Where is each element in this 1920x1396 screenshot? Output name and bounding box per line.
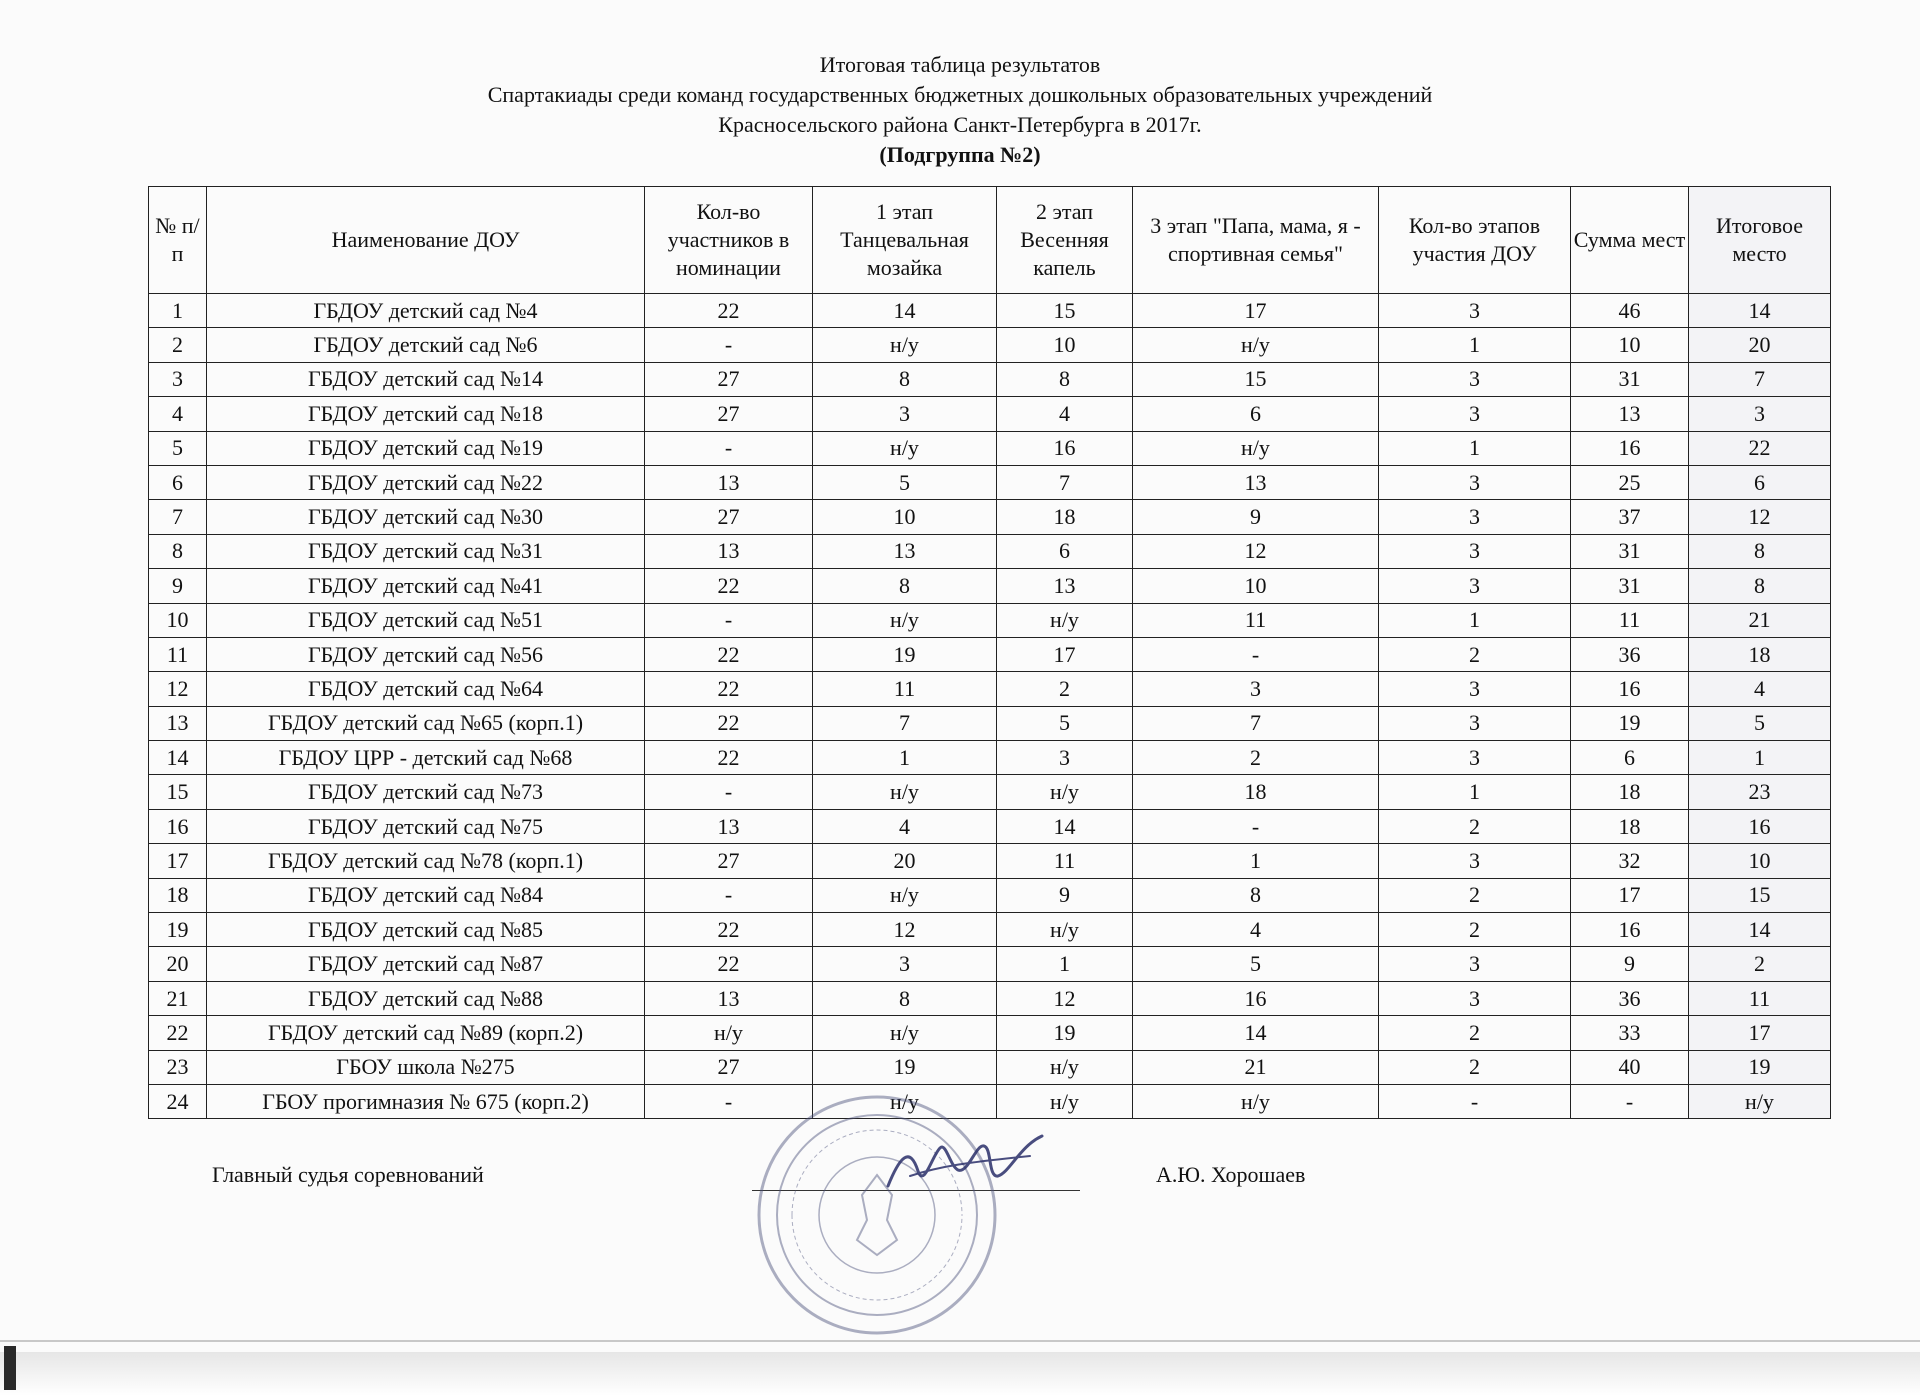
table-cell: 16 (149, 809, 207, 843)
table-cell: 12 (813, 913, 997, 947)
table-cell: 3 (1379, 844, 1571, 878)
table-cell: 3 (1379, 294, 1571, 328)
table-cell: 4 (997, 397, 1133, 431)
table-cell: ГБОУ школа №275 (207, 1050, 645, 1084)
table-cell: 13 (645, 809, 813, 843)
table-cell: 12 (149, 672, 207, 706)
table-cell: 18 (149, 878, 207, 912)
table-cell: ГБДОУ детский сад №6 (207, 328, 645, 362)
table-cell: н/у (813, 603, 997, 637)
table-cell: ГБДОУ детский сад №87 (207, 947, 645, 981)
table-cell: 19 (149, 913, 207, 947)
table-cell: - (1379, 1084, 1571, 1118)
table-cell: 6 (1133, 397, 1379, 431)
table-cell: ГБДОУ детский сад №85 (207, 913, 645, 947)
table-cell: 17 (1571, 878, 1689, 912)
table-cell: 3 (1379, 981, 1571, 1015)
scan-mark (4, 1346, 16, 1390)
table-row (149, 362, 1831, 396)
column-header: 2 этап Весенняя капель (997, 187, 1133, 294)
table-cell: 22 (645, 672, 813, 706)
table-cell: 22 (645, 947, 813, 981)
table-cell: 16 (1133, 981, 1379, 1015)
table-cell: 3 (813, 397, 997, 431)
table-cell: 19 (1571, 706, 1689, 740)
table-cell: ГБДОУ детский сад №56 (207, 637, 645, 671)
table-cell: - (1133, 637, 1379, 671)
table-cell: 15 (149, 775, 207, 809)
table-cell: 12 (997, 981, 1133, 1015)
table-cell: 5 (1689, 706, 1831, 740)
column-header: Итоговое место (1689, 187, 1831, 294)
table-cell: 15 (1133, 362, 1379, 396)
table-cell: 18 (997, 500, 1133, 534)
header-subgroup: (Подгруппа №2) (879, 142, 1041, 167)
table-cell: 1 (1379, 603, 1571, 637)
table-cell: 11 (997, 844, 1133, 878)
table-cell: 3 (997, 741, 1133, 775)
table-row (149, 1050, 1831, 1084)
table-cell: 23 (1689, 775, 1831, 809)
table-cell: 22 (1689, 431, 1831, 465)
table-cell: 22 (645, 569, 813, 603)
table-cell: ГБОУ прогимназия № 675 (корп.2) (207, 1084, 645, 1118)
table-cell: 13 (149, 706, 207, 740)
table-row (149, 637, 1831, 671)
table-cell: 24 (149, 1084, 207, 1118)
table-cell: 11 (1689, 981, 1831, 1015)
table-cell: 23 (149, 1050, 207, 1084)
scan-shadow (0, 1340, 1920, 1342)
table-cell: 9 (997, 878, 1133, 912)
column-header: Кол-во этапов участия ДОУ (1379, 187, 1571, 294)
table-cell: 13 (645, 981, 813, 1015)
table-row (149, 328, 1831, 362)
table-cell: 33 (1571, 1016, 1689, 1050)
table-cell: ГБДОУ детский сад №18 (207, 397, 645, 431)
table-cell: 2 (1379, 809, 1571, 843)
table-cell: 12 (1133, 534, 1379, 568)
table-cell: 4 (1689, 672, 1831, 706)
table-cell: 15 (997, 294, 1133, 328)
column-header: Кол-во участников в номинации (645, 187, 813, 294)
table-cell: ГБДОУ детский сад №4 (207, 294, 645, 328)
table-cell: 1 (1689, 741, 1831, 775)
table-cell: 11 (813, 672, 997, 706)
table-row (149, 672, 1831, 706)
table-cell: - (645, 603, 813, 637)
table-cell: 8 (1133, 878, 1379, 912)
table-cell: 31 (1571, 362, 1689, 396)
table-row (149, 981, 1831, 1015)
table-cell: ГБДОУ детский сад №22 (207, 465, 645, 499)
table-cell: 8 (149, 534, 207, 568)
table-cell: 14 (149, 741, 207, 775)
table-cell: 13 (1571, 397, 1689, 431)
table-cell: 7 (1689, 362, 1831, 396)
table-cell: - (645, 775, 813, 809)
judge-name: А.Ю. Хорошаев (1156, 1162, 1306, 1187)
table-cell: 10 (1571, 328, 1689, 362)
table-cell: 3 (1379, 397, 1571, 431)
table-cell: 22 (645, 637, 813, 671)
table-row (149, 809, 1831, 843)
table-cell: 7 (1133, 706, 1379, 740)
table-cell: 13 (645, 465, 813, 499)
table-row (149, 947, 1831, 981)
table-cell: 14 (997, 809, 1133, 843)
table-cell: 21 (1689, 603, 1831, 637)
table-cell: 3 (1379, 947, 1571, 981)
table-cell: 5 (1133, 947, 1379, 981)
table-cell: 3 (149, 362, 207, 396)
table-row (149, 913, 1831, 947)
scan-edge (0, 1352, 1920, 1396)
table-cell: 5 (997, 706, 1133, 740)
table-cell: 18 (1133, 775, 1379, 809)
table-cell: 1 (997, 947, 1133, 981)
table-cell: 8 (1689, 534, 1831, 568)
table-cell: 27 (645, 500, 813, 534)
table-cell: 27 (645, 1050, 813, 1084)
table-cell: 40 (1571, 1050, 1689, 1084)
header-subtitle: Спартакиады среди команд государственных бюджетных дошкольных образовательных учреждений (487, 82, 1433, 107)
table-cell: 20 (813, 844, 997, 878)
table-cell: 18 (1689, 637, 1831, 671)
table-row (149, 397, 1831, 431)
table-cell: н/у (813, 775, 997, 809)
table-cell: 13 (645, 534, 813, 568)
table-cell: 17 (997, 637, 1133, 671)
table-cell: 37 (1571, 500, 1689, 534)
table-cell: 21 (1133, 1050, 1379, 1084)
table-cell: 19 (997, 1016, 1133, 1050)
table-cell: 22 (645, 294, 813, 328)
table-cell: 31 (1571, 569, 1689, 603)
table-cell: н/у (997, 1050, 1133, 1084)
table-cell: 4 (149, 397, 207, 431)
table-cell: ГБДОУ ЦРР - детский сад №68 (207, 741, 645, 775)
table-cell: 13 (813, 534, 997, 568)
header-district: Красносельского района Санкт-Петербурга в 2017г. (718, 112, 1202, 137)
table-body (149, 294, 1831, 1119)
table-cell: 5 (149, 431, 207, 465)
table-cell: 22 (645, 913, 813, 947)
table-cell: 6 (149, 465, 207, 499)
table-cell: 16 (1571, 672, 1689, 706)
table-cell: 10 (1689, 844, 1831, 878)
table-cell: 22 (645, 706, 813, 740)
table-cell: 14 (1689, 294, 1831, 328)
table-cell: 22 (149, 1016, 207, 1050)
table-cell: 19 (813, 637, 997, 671)
table-cell: 8 (813, 362, 997, 396)
table-cell: н/у (813, 1016, 997, 1050)
table-row (149, 534, 1831, 568)
table-cell: 8 (997, 362, 1133, 396)
table-cell: н/у (813, 878, 997, 912)
table-cell: 1 (813, 741, 997, 775)
table-cell: ГБДОУ детский сад №84 (207, 878, 645, 912)
table-cell: 27 (645, 844, 813, 878)
table-cell: 1 (1379, 328, 1571, 362)
table-cell: ГБДОУ детский сад №19 (207, 431, 645, 465)
table-row (149, 294, 1831, 328)
table-cell: 13 (997, 569, 1133, 603)
table-cell: 2 (1379, 878, 1571, 912)
column-header: № п/п (149, 187, 207, 294)
table-cell: 32 (1571, 844, 1689, 878)
table-cell: ГБДОУ детский сад №31 (207, 534, 645, 568)
table-row (149, 741, 1831, 775)
table-cell: 10 (149, 603, 207, 637)
table-cell: - (645, 1084, 813, 1118)
handwritten-signature-icon (880, 1126, 1050, 1206)
table-cell: - (645, 328, 813, 362)
table-row (149, 431, 1831, 465)
table-cell: 10 (997, 328, 1133, 362)
table-cell: н/у (997, 1084, 1133, 1118)
table-cell: - (645, 878, 813, 912)
table-cell: 2 (1379, 637, 1571, 671)
table-cell: ГБДОУ детский сад №41 (207, 569, 645, 603)
table-cell: 2 (1379, 913, 1571, 947)
table-cell: 18 (1571, 775, 1689, 809)
table-cell: 13 (1133, 465, 1379, 499)
table-cell: ГБДОУ детский сад №65 (корп.1) (207, 706, 645, 740)
table-cell: н/у (813, 328, 997, 362)
table-cell: 10 (813, 500, 997, 534)
table-cell: 21 (149, 981, 207, 1015)
table-cell: 6 (1689, 465, 1831, 499)
document-header (0, 50, 1920, 170)
table-cell: 25 (1571, 465, 1689, 499)
table-cell: 9 (149, 569, 207, 603)
table-cell: 14 (1133, 1016, 1379, 1050)
table-cell: ГБДОУ детский сад №78 (корп.1) (207, 844, 645, 878)
table-cell: ГБДОУ детский сад №64 (207, 672, 645, 706)
table-cell: 8 (813, 981, 997, 1015)
table-cell: 7 (997, 465, 1133, 499)
table-cell: 2 (1133, 741, 1379, 775)
table-cell: н/у (1133, 1084, 1379, 1118)
table-cell: 3 (1379, 741, 1571, 775)
table-cell: н/у (813, 1084, 997, 1118)
table-cell: 36 (1571, 981, 1689, 1015)
table-cell: н/у (997, 603, 1133, 637)
table-cell: 3 (813, 947, 997, 981)
table-cell: - (1571, 1084, 1689, 1118)
table-cell: ГБДОУ детский сад №89 (корп.2) (207, 1016, 645, 1050)
table-cell: 3 (1379, 500, 1571, 534)
table-row (149, 465, 1831, 499)
table-row (149, 1016, 1831, 1050)
table-cell: 2 (1379, 1050, 1571, 1084)
table-cell: ГБДОУ детский сад №51 (207, 603, 645, 637)
table-cell: 31 (1571, 534, 1689, 568)
table-cell: 11 (149, 637, 207, 671)
table-cell: 17 (1133, 294, 1379, 328)
table-cell: 19 (1689, 1050, 1831, 1084)
table-row (149, 603, 1831, 637)
table-cell: 6 (1571, 741, 1689, 775)
table-row (149, 878, 1831, 912)
table-cell: 27 (645, 397, 813, 431)
table-cell: 6 (997, 534, 1133, 568)
column-header: Наименование ДОУ (207, 187, 645, 294)
table-cell: 14 (813, 294, 997, 328)
table-row (149, 844, 1831, 878)
table-cell: 1 (1379, 775, 1571, 809)
table-cell: 1 (149, 294, 207, 328)
table-cell: 5 (813, 465, 997, 499)
table-cell: 3 (1379, 465, 1571, 499)
table-cell: 3 (1379, 362, 1571, 396)
table-cell: 3 (1379, 672, 1571, 706)
table-header-row (149, 187, 1831, 294)
header-title: Итоговая таблица результатов (819, 52, 1101, 77)
table-cell: н/у (997, 913, 1133, 947)
table-cell: 10 (1133, 569, 1379, 603)
table-cell: 16 (1571, 431, 1689, 465)
table-cell: ГБДОУ детский сад №73 (207, 775, 645, 809)
table-cell: 36 (1571, 637, 1689, 671)
table-cell: 3 (1379, 534, 1571, 568)
table-cell: - (1133, 809, 1379, 843)
table-cell: 4 (813, 809, 997, 843)
table-cell: 7 (813, 706, 997, 740)
table-row (149, 775, 1831, 809)
table-cell: 8 (813, 569, 997, 603)
table-cell: 46 (1571, 294, 1689, 328)
table-cell: 2 (997, 672, 1133, 706)
results-table (148, 186, 1831, 1119)
column-header: Сумма мест (1571, 187, 1689, 294)
table-cell: н/у (997, 775, 1133, 809)
table-cell: 8 (1689, 569, 1831, 603)
table-cell: 20 (149, 947, 207, 981)
table-cell: 16 (1571, 913, 1689, 947)
table-cell: 2 (1689, 947, 1831, 981)
table-cell: 11 (1571, 603, 1689, 637)
table-cell: - (645, 431, 813, 465)
table-cell: ГБДОУ детский сад №14 (207, 362, 645, 396)
table-row (149, 706, 1831, 740)
table-cell: 9 (1571, 947, 1689, 981)
table-cell: н/у (1133, 328, 1379, 362)
table-cell: 15 (1689, 878, 1831, 912)
table-cell: 9 (1133, 500, 1379, 534)
table-cell: 27 (645, 362, 813, 396)
column-header: 3 этап "Папа, мама, я - спортивная семья" (1133, 187, 1379, 294)
table-cell: 20 (1689, 328, 1831, 362)
table-cell: 2 (1379, 1016, 1571, 1050)
table-cell: 3 (1133, 672, 1379, 706)
table-cell: ГБДОУ детский сад №75 (207, 809, 645, 843)
table-row (149, 500, 1831, 534)
table-cell: н/у (813, 431, 997, 465)
table-cell: 17 (149, 844, 207, 878)
table-cell: 7 (149, 500, 207, 534)
table-cell: н/у (645, 1016, 813, 1050)
table-cell: 3 (1379, 569, 1571, 603)
table-cell: 2 (149, 328, 207, 362)
table-cell: 11 (1133, 603, 1379, 637)
table-cell: 19 (813, 1050, 997, 1084)
table-cell: 3 (1689, 397, 1831, 431)
table-cell: 22 (645, 741, 813, 775)
table-cell: ГБДОУ детский сад №30 (207, 500, 645, 534)
table-cell: н/у (1689, 1084, 1831, 1118)
table-cell: ГБДОУ детский сад №88 (207, 981, 645, 1015)
table-cell: 14 (1689, 913, 1831, 947)
table-cell: 16 (1689, 809, 1831, 843)
table-cell: 12 (1689, 500, 1831, 534)
table-cell: 16 (997, 431, 1133, 465)
column-header: 1 этап Танцевальная мозайка (813, 187, 997, 294)
table-cell: 1 (1133, 844, 1379, 878)
table-cell: 3 (1379, 706, 1571, 740)
table-cell: 18 (1571, 809, 1689, 843)
table-cell: 4 (1133, 913, 1379, 947)
table-row (149, 569, 1831, 603)
table-cell: н/у (1133, 431, 1379, 465)
judge-label: Главный судья соревнований (212, 1162, 484, 1187)
table-cell: 1 (1379, 431, 1571, 465)
table-cell: 17 (1689, 1016, 1831, 1050)
